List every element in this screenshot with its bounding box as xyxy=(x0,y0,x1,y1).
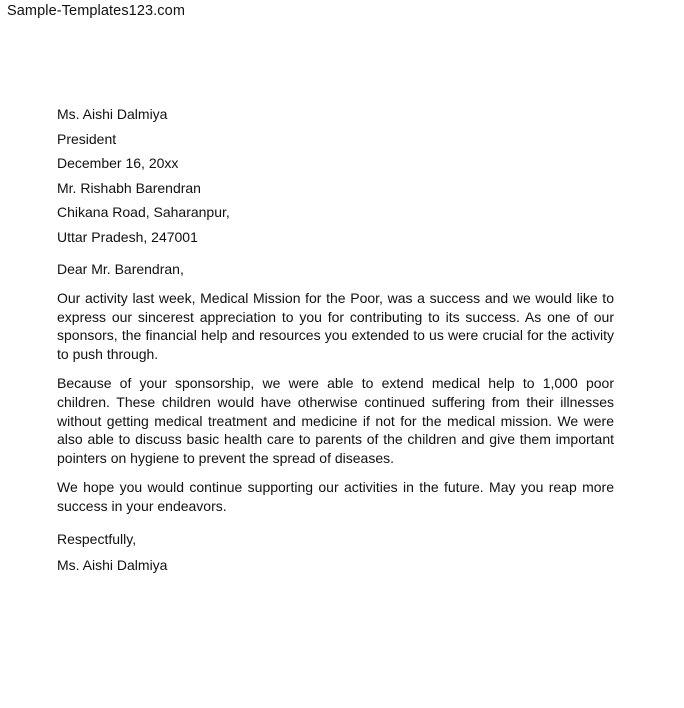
closing: Respectfully, xyxy=(57,530,137,547)
letter-date: December 16, 20xx xyxy=(57,155,179,171)
watermark-site-name: Sample-Templates123.com xyxy=(7,3,185,19)
sender-title: President xyxy=(57,130,117,147)
letter-header-block xyxy=(57,104,614,251)
body-paragraph-1: Our activity last week, Medical Mission for the Poor, was a success and we would like to express our sincerest appreciation to you for contributing to its success. As one of our sponsors, the financial help and resources you extended to us were crucial for the activity to push through. xyxy=(57,290,614,362)
recipient-address-region: Uttar Pradesh, 247001 xyxy=(57,228,198,245)
recipient-name: Mr. Rishabh Barendran xyxy=(57,179,201,196)
salutation: Dear Mr. Barendran, xyxy=(57,261,184,277)
body-paragraph-2: Because of your sponsorship, we were able to extend medical help to 1,000 poor children. These children would have otherwise continued suffering from their illnesses without getting medical treatment and medicine if not for the medical mission. We were also able to discuss basic health care to parents of the children and give them important pointers on hygiene to prevent the spread of diseases. xyxy=(57,375,614,466)
signature-name: Ms. Aishi Dalmiya xyxy=(57,556,168,573)
body-paragraph-3: We hope you would continue supporting our activities in the future. May you reap more success in your endeavors. xyxy=(57,479,614,514)
recipient-address-street: Chikana Road, Saharanpur, xyxy=(57,204,230,220)
sender-name: Ms. Aishi Dalmiya xyxy=(57,106,168,122)
letter-body xyxy=(57,104,614,576)
